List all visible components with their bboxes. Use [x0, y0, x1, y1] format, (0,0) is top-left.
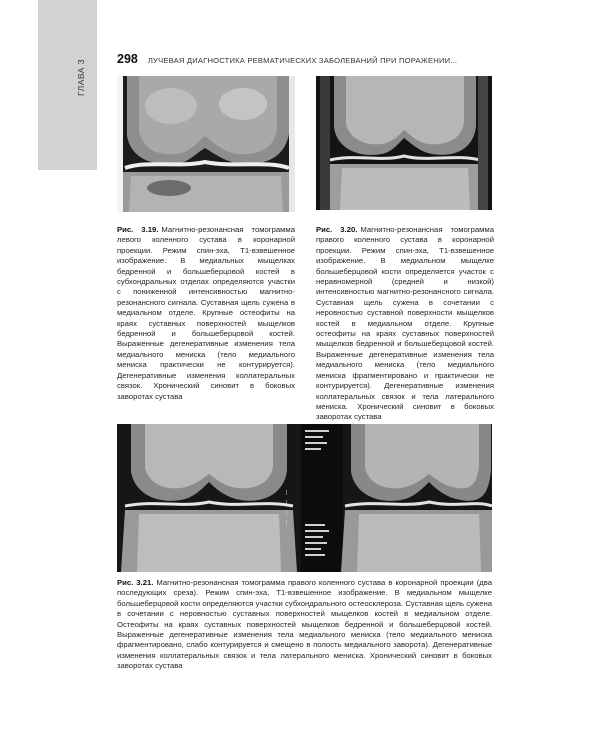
- figure-3-21-caption-text: Магнитно-резонансная томограмма правого коленного сустава в коронарной проекции (два последующих среза). Режим спин-эха, Т1-взвешенное изображение. В медиальном мыщелке большеберцовой кости определяются участки субхондрального остеосклероза. Суставная щель сужена в сочетании с неровностью суставных поверхностей мыщелков костей в медиальном отделе. Остеофиты на краях суставных поверхностей мыщелков бедренной и большеберцовой костей. Выраженные дегенеративные изменения тела медиального мениска (тело медиального мениска фрагментировано, слабо контурируется и смещено в полость медиального заворота). Дегенеративные изменения коллатеральных связок и тела латерального мениска. Хронический синовит в боковых заворотах сустава: [117, 578, 493, 671]
- page-header: [117, 52, 497, 68]
- chapter-label: ГЛАВА 3: [76, 58, 86, 96]
- svg-text:|: |: [285, 490, 289, 496]
- figure-3-20-caption: [316, 225, 494, 423]
- svg-text:|: |: [285, 510, 289, 516]
- figure-3-21-mri-image: [117, 424, 492, 572]
- running-title: ЛУЧЕВАЯ ДИАГНОСТИКА РЕВМАТИЧЕСКИХ ЗАБОЛЕВАНИЙ ПРИ ПОРАЖЕНИИ...: [147, 56, 458, 65]
- figure-3-19-caption: [117, 225, 295, 402]
- figure-3-20-caption-text: Магнитно-резонансная томограмма правого коленного сустава в коронарной проекции. Режим спин-эха, Т1-взвешенное изображение. В медиальном мыщелке большеберцовой кости определяется участок с неравномерной (средней и низкой) интенсивностью магнитно-резонансного сигнала. Суставная щель сужена в сочетании с неровностью суставной поверхности мыщелков костей в медиальном отделе. Крупные остеофиты на краях суставных поверхностей мыщелков бедренной и большеберцовой костей. Выраженные дегенеративные изменения тела медиального мениска (тело медиального мениска фрагментировано и практически не контурируется). Дегенеративные изменения коллатеральных связок и тела латерального мениска. Хронический синовит в боковых заворотах сустава: [316, 225, 494, 422]
- figure-3-19-label: Рис. 3.19.: [117, 225, 159, 234]
- figure-3-20-label: Рис. 3.20.: [316, 225, 358, 234]
- figure-3-19-caption-text: Магнитно-резонансная томограмма левого коленного сустава в коронарной проекции. Режим спин-эха, Т1-взвешенное изображение. В медиальных мыщелках бедренной и большеберцовой костей в субхондральных отделах определяются участки с пониженной интенсивностью магнитно-резонансного сигнала. Суставная щель сужена в медиальном отделе. Крупные остеофиты на краях суставных поверхностей мыщелков бедренной и большеберцовой костей. Выраженные дегенеративные изменения тела медиального мениска (тело медиального мениска практически не контурируется). Дегенеративные изменения коллатеральных связок. Хронический синовит в боковых заворотах сустава: [117, 225, 295, 401]
- figure-3-21-caption: [117, 578, 492, 672]
- figure-3-20-mri-image: [316, 76, 492, 210]
- figure-3-19-mri-image: [117, 76, 295, 212]
- svg-text:|: |: [285, 520, 289, 526]
- page-number: 298: [117, 52, 138, 66]
- svg-text:|: |: [285, 500, 289, 506]
- figure-3-21-label: Рис. 3.21.: [117, 578, 154, 587]
